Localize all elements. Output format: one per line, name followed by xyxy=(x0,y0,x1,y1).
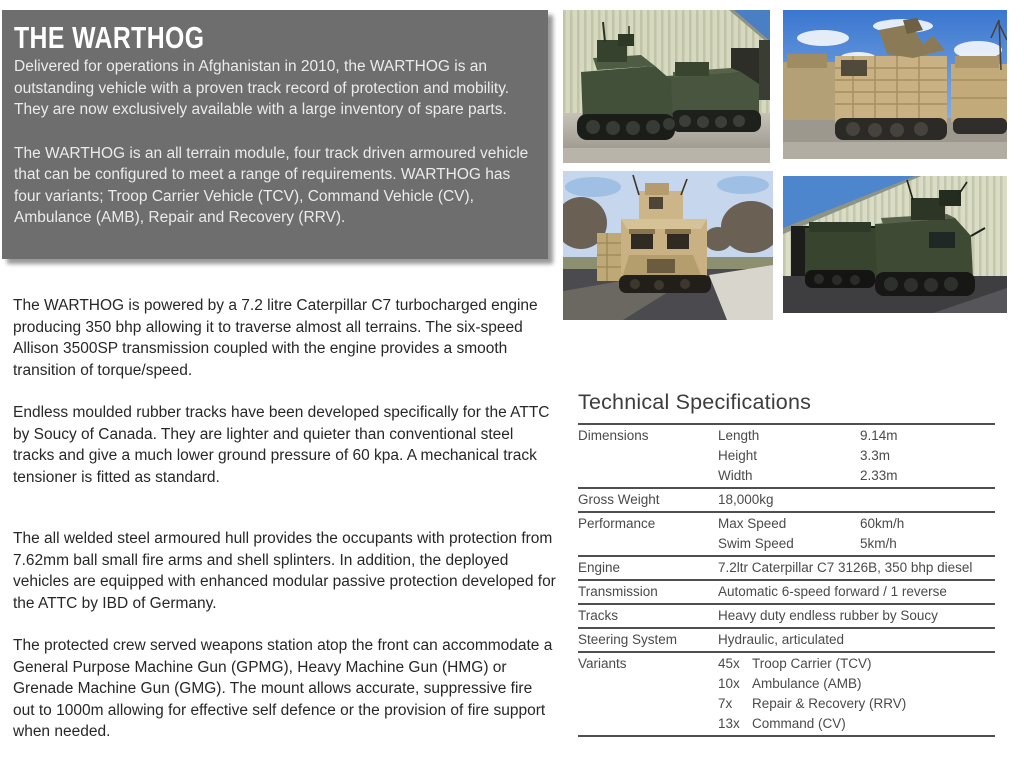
spec-value: Repair & Recovery (RRV) xyxy=(752,696,907,711)
page-title: THE WARTHOG xyxy=(14,20,205,55)
spec-value: Troop Carrier (TCV) xyxy=(752,656,872,671)
spec-row-transmission xyxy=(578,579,995,603)
spec-value: 18,000kg xyxy=(718,492,774,507)
spec-value: Command (CV) xyxy=(752,716,846,731)
spec-row-steering xyxy=(578,627,995,651)
spec-key: 7x xyxy=(718,696,733,711)
spec-key: Swim Speed xyxy=(718,536,794,551)
intro-panel xyxy=(2,10,548,259)
intro-paragraph-2: The WARTHOG is an all terrain module, four track driven armoured vehicle that can be configured to meet a range of requirements. WARTHOG has four variants; Troop Carrier Vehicle (TCV), Command Vehicle (CV), Ambulance (AMB), Repair and Recovery (RRV). xyxy=(14,144,529,226)
body-paragraph-tracks: Endless moulded rubber tracks have been developed specifically for the ATTC by Soucy of Canada. They are lighter and quieter than conventional steel tracks and give a much lower ground pressure of 60 kpa. A mechanical track tensioner is fitted as standard. xyxy=(13,404,550,486)
spec-key: 10x xyxy=(718,676,740,691)
body-paragraph-hull: The all welded steel armoured hull provides the occupants with protection from 7.62mm ball small fire arms and shell splinters. In addition, the deployed vehicles are equipped with enhanced modular passive protection developed for the ATTC by IBD of Germany. xyxy=(13,530,556,612)
spec-label: Gross Weight xyxy=(578,492,660,507)
spec-row-tracks xyxy=(578,603,995,627)
photo-tan-vehicles-sky xyxy=(783,10,1007,159)
specs-heading: Technical Specifications xyxy=(578,390,812,414)
spec-key: Max Speed xyxy=(718,516,787,531)
spec-value: Automatic 6-speed forward / 1 reverse xyxy=(718,584,947,599)
spec-label: Dimensions xyxy=(578,428,649,443)
spec-row-gross-weight xyxy=(578,487,995,511)
photo-green-vehicle-doorway xyxy=(783,176,1007,313)
spec-value: 2.33m xyxy=(860,468,898,483)
spec-value: 9.14m xyxy=(860,428,898,443)
spec-value: Hydraulic, articulated xyxy=(718,632,845,647)
spec-key: Height xyxy=(718,448,758,463)
spec-row-engine xyxy=(578,555,995,579)
spec-value: 3.3m xyxy=(860,448,891,463)
photo2-far-vehicle xyxy=(783,54,841,120)
spec-key: 45x xyxy=(718,656,740,671)
spec-value: 7.2ltr Caterpillar C7 3126B, 350 bhp diesel xyxy=(718,560,973,575)
body-paragraph-weapons: The protected crew served weapons station atop the front can accommodate a General Purpose Machine Gun (GPMG), Heavy Machine Gun (HMG) or Grenade Machine Gun (GMG). The mount allows accurate, suppressive fire out to 1000m allowing for effective self defence or the provision of fire support when needed. xyxy=(13,637,553,740)
spec-value: Heavy duty endless rubber by Soucy xyxy=(718,608,938,623)
spec-value: 60km/h xyxy=(860,516,905,531)
spec-label: Steering System xyxy=(578,632,678,647)
spec-label: Tracks xyxy=(578,608,618,623)
spec-key: 13x xyxy=(718,716,740,731)
spec-label: Transmission xyxy=(578,584,658,599)
photo2-right-vehicle xyxy=(951,56,1007,134)
spec-row-variants xyxy=(578,651,995,735)
photo-green-vehicles-warehouse xyxy=(563,10,770,163)
spec-label: Variants xyxy=(578,656,627,671)
spec-row-performance xyxy=(578,511,995,555)
spec-row-dimensions xyxy=(578,423,995,487)
photo-tan-vehicle-front xyxy=(563,171,773,320)
body-paragraph-engine: The WARTHOG is powered by a 7.2 litre Caterpillar C7 turbocharged engine producing 350 bhp allowing it to traverse almost all terrains. The six-speed Allison 3500SP transmission coupled with the engine provides a smooth transition of torque/speed. xyxy=(13,297,538,379)
spec-value: 5km/h xyxy=(860,536,897,551)
spec-key: Width xyxy=(718,468,753,483)
photo2-foreground xyxy=(783,142,1007,159)
intro-paragraph-1: Delivered for operations in Afghanistan in 2010, the WARTHOG is an outstanding vehicle with a proven track record of protection and mobility. They are now exclusively available with a large inventory of spare parts. xyxy=(14,58,510,118)
spec-table xyxy=(578,423,995,737)
spec-value: Ambulance (AMB) xyxy=(752,676,862,691)
spec-key: Length xyxy=(718,428,760,443)
spec-label: Engine xyxy=(578,560,621,575)
spec-label: Performance xyxy=(578,516,656,531)
photo1-foreground xyxy=(563,148,770,163)
